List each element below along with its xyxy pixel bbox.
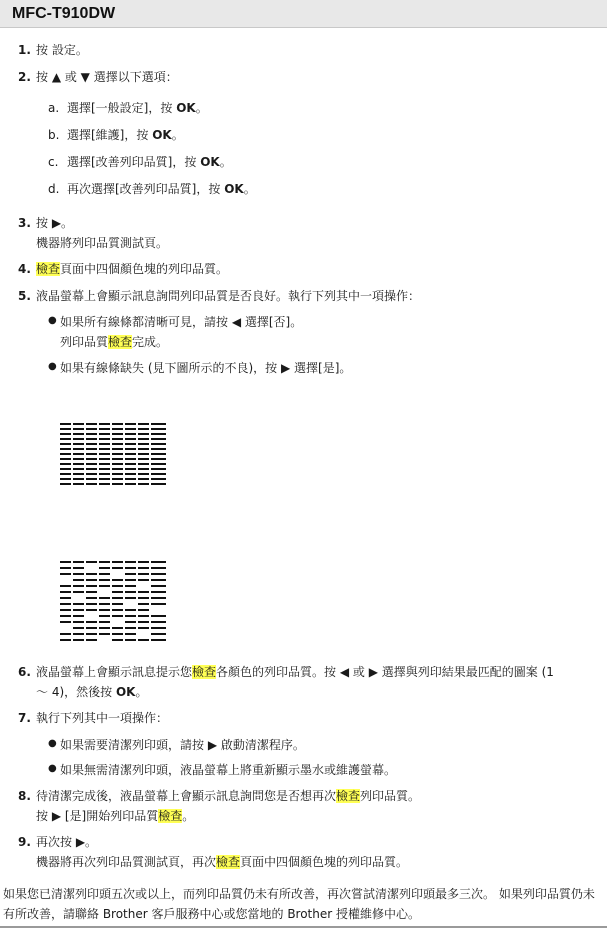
step-2: 2. 按 ▲ 或 ▼ 選擇以下選項： [18,70,178,84]
highlight-check: 檢查 [158,809,183,823]
step-6: 6. 液晶螢幕上會顯示訊息提示您檢查各顏色的列印品質。按 ◀ 或 ▶ 選擇與列印結果最匹配的圖案 (1 [18,665,554,679]
bad-print-pattern [60,561,166,645]
highlight-check: 檢查 [216,855,241,869]
step-2b: b. 選擇[維護]，按 OK。 [48,128,184,142]
step-3-sub: 機器將列印品質測試頁。 [36,236,169,250]
step-7-option-1: 如果需要清潔列印頭，請按 ▶ 啟動清潔程序。 [60,738,305,752]
highlight-check: 檢查 [336,789,361,803]
good-print-pattern [60,423,166,487]
highlight-check: 檢查 [108,335,133,349]
highlight-check: 檢查 [192,665,217,679]
step-2a: a. 選擇[一般設定]，按 OK。 [48,101,208,115]
step-5-option-1: 如果所有線條都清晰可見，請按 ◀ 選擇[否]。 [60,315,303,329]
step-8: 8. 待清潔完成後，液晶螢幕上會顯示訊息詢問您是否想再次檢查列印品質。 [18,789,421,803]
step-9: 9. 再次按 ▶。 [18,835,98,849]
step-9-sub: 機器將再次列印品質測試頁，再次檢查頁面中四個顏色塊的列印品質。 [36,855,409,869]
bullet-icon: ● [48,361,57,372]
step-2d: d. 再次選擇[改善列印品質]，按 OK。 [48,182,256,196]
bullet-icon: ● [48,763,57,774]
step-3: 3. 按 ▶。 [18,216,74,230]
step-7: 7. 執行下列其中一項操作： [18,711,169,725]
highlight-check: 檢查 [36,262,61,276]
bullet-icon: ● [48,738,57,749]
footer-note: 如果您已清潔列印頭五次或以上，而列印品質仍未有所改善，再次嘗試清潔列印頭最多三次。 如果列印品質仍未有所改善，請聯絡 Brother 客戶服務中心或您當地的 Brother 授權維修中心。 [3,887,595,921]
model-title: MFC-T910DW [12,4,116,22]
step-4: 4. 檢查頁面中四個顏色塊的列印品質。 [18,262,229,276]
bullet-icon: ● [48,315,57,326]
step-1: 1. 按 設定。 [18,43,88,57]
document-header [0,0,607,28]
step-2c: c. 選擇[改善列印品質]，按 OK。 [48,155,232,169]
step-8-sub: 按 ▶ [是]開始列印品質檢查。 [36,809,195,823]
step-6-line-2: ～ 4)，然後按 OK。 [36,685,148,699]
step-7-option-2: 如果無需清潔列印頭，液晶螢幕上將重新顯示墨水或維護螢幕。 [60,763,397,777]
step-5-option-1-sub: 列印品質檢查完成。 [60,335,169,349]
step-5-option-2: 如果有線條缺失 (見下圖所示的不良)，按 ▶ 選擇[是]。 [60,361,352,375]
step-5: 5. 液晶螢幕上會顯示訊息詢問列印品質是否良好。執行下列其中一項操作： [18,289,421,303]
